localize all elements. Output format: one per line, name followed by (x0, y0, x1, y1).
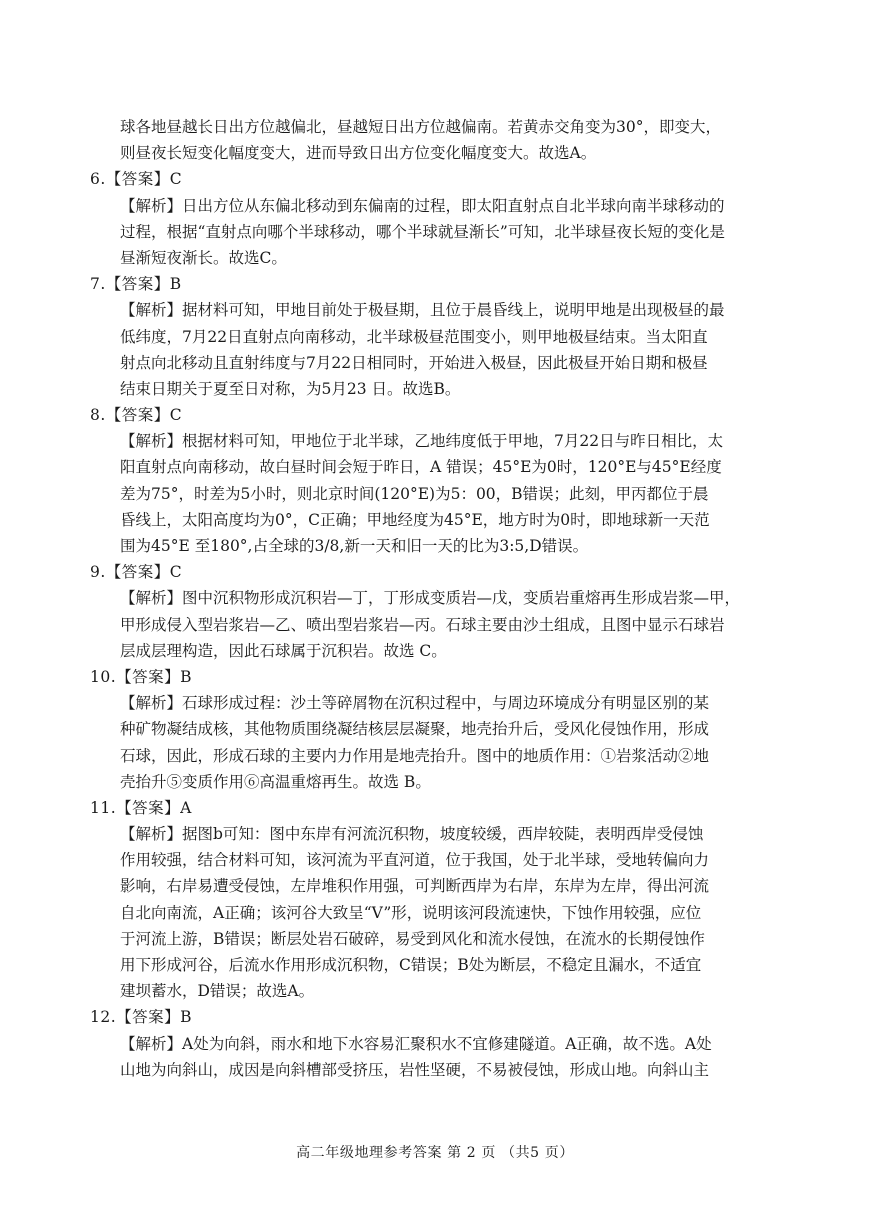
analysis-11-line-2: 作用较强，结合材料可知，该河流为平直河道，位于我国，处于北半球，受地转偏向力 (120, 851, 710, 870)
analysis-6-line-2: 过程，根据“直射点向哪个半球移动，哪个半球就昼渐长”可知，北半球昼夜长短的变化是 (120, 222, 725, 241)
analysis-8-line-5: 围为45°E 至180°,占全球的3/8,新一天和旧一天的比为3:5,D错误。 (120, 537, 589, 555)
analysis-11-line-1: 【解析】据图b可知：图中东岸有河流沉积物，坡度较缓，西岸较陡，表明西岸受侵蚀 (120, 825, 704, 844)
answer-12: 12.【答案】B (90, 1008, 193, 1027)
analysis-11-line-7: 建坝蓄水，D错误；故选A。 (120, 982, 315, 1001)
analysis-11-line-3: 影响，右岸易遭受侵蚀，左岸堆积作用强，可判断西岸为右岸，东岸为左岸，得出河流 (120, 877, 710, 896)
intro-line-2: 则昼夜长短变化幅度变大，进而导致日出方位变化幅度变大。故选A。 (120, 144, 597, 163)
analysis-6-line-3: 昼渐短夜渐长。故选C。 (120, 248, 287, 267)
analysis-11-line-5: 于河流上游，B错误；断层处岩石破碎，易受到风化和流水侵蚀，在流水的长期侵蚀作 (120, 929, 705, 948)
answer-content (90, 114, 793, 1083)
analysis-7-line-3: 射点向北移动且直射纬度与7月22日相同时，开始进入极昼，因此极昼开始日期和极昼 (120, 353, 708, 372)
page-footer: 高二年级地理参考答案 第 2 页 （共5 页） (296, 1145, 574, 1161)
analysis-8-line-3: 差为75°，时差为5小时，则北京时间(120°E)为5：00，B错误；此刻，甲丙都位于晨 (120, 484, 709, 503)
analysis-8-line-2: 阳直射点向南移动，故白昼时间会短于昨日，A 错误；45°E为0时，120°E与45°E经度 (120, 458, 722, 477)
analysis-8-line-1: 【解析】根据材料可知，甲地位于北半球，乙地纬度低于甲地，7月22日与昨日相比，太 (120, 432, 724, 451)
analysis-9-line-2: 甲形成侵入型岩浆岩—乙、喷出型岩浆岩—丙。石球主要由沙土组成，且图中显示石球岩 (120, 615, 725, 634)
analysis-11-line-6: 用下形成河谷，后流水作用形成沉积物，C错误；B处为断层，不稳定且漏水，不适宜 (120, 956, 702, 974)
analysis-6-line-1: 【解析】日出方位从东偏北移动到东偏南的过程，即太阳直射点自北半球向南半球移动的 (120, 196, 725, 215)
answer-9: 9.【答案】C (90, 563, 183, 582)
analysis-12-line-1: 【解析】A处为向斜，雨水和地下水容易汇聚积水不宜修建隧道。A正确，故不选。A处 (120, 1034, 712, 1053)
analysis-7-line-1: 【解析】据材料可知，甲地目前处于极昼期，且位于晨昏线上，说明甲地是出现极昼的最 (120, 301, 725, 320)
answer-8: 8.【答案】C (90, 406, 183, 425)
analysis-9-line-3: 层成层理构造，因此石球属于沉积岩。故选 C。 (120, 641, 447, 660)
analysis-10-line-3: 石球，因此，形成石球的主要内力作用是地壳抬升。图中的地质作用：①岩浆活动②地 (120, 746, 710, 765)
analysis-7-line-4: 结束日期关于夏至日对称，为5月23 日。故选B。 (120, 379, 461, 398)
analysis-12-line-2: 山地为向斜山，成因是向斜槽部受挤压，岩性坚硬，不易被侵蚀，形成山地。向斜山主 (120, 1060, 710, 1079)
analysis-8-line-4: 昏线上，太阳高度均为0°，C正确；甲地经度为45°E，地方时为0时，即地球新一天范 (120, 510, 710, 529)
answer-10: 10.【答案】B (90, 667, 193, 686)
answer-7: 7.【答案】B (90, 275, 182, 294)
analysis-10-line-1: 【解析】石球形成过程：沙土等碎屑物在沉积过程中，与周边环境成分有明显区别的某 (120, 694, 710, 713)
analysis-9-line-1: 【解析】图中沉积物形成沉积岩—丁，丁形成变质岩—戊，变质岩重熔再生形成岩浆—甲， (120, 589, 741, 608)
analysis-11-line-4: 自北向南流，A正确；该河谷大致呈“V”形，说明该河段流速快，下蚀作用较强，应位 (120, 903, 702, 922)
answer-6: 6.【答案】C (90, 170, 183, 189)
answer-11: 11.【答案】A (90, 798, 192, 817)
analysis-10-line-2: 种矿物凝结成核，其他物质围绕凝结核层层凝聚，地壳抬升后，受风化侵蚀作用，形成 (120, 720, 710, 739)
analysis-7-line-2: 低纬度，7月22日直射点向南移动，北半球极昼范围变小，则甲地极昼结束。当太阳直 (120, 327, 708, 346)
intro-line-1: 球各地昼越长日出方位越偏北，昼越短日出方位越偏南。若黄赤交角变为30°，即变大， (120, 118, 721, 136)
analysis-10-line-4: 壳抬升⑤变质作用⑥高温重熔再生。故选 B。 (120, 772, 431, 791)
